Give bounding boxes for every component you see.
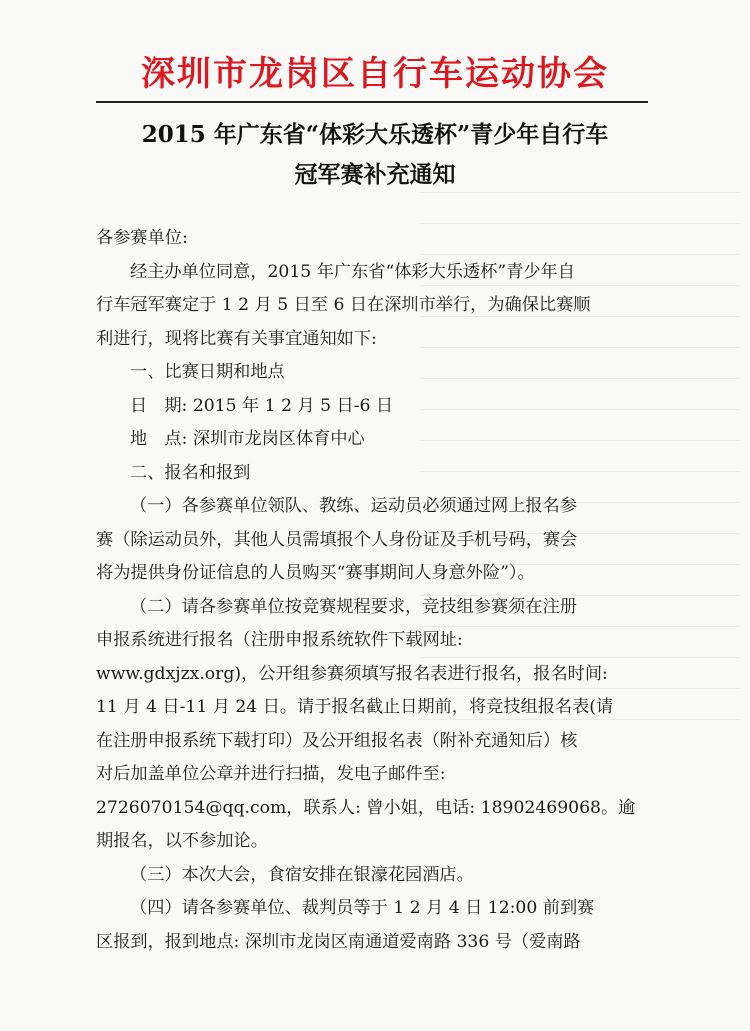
body-line: 期报名，以不参加论。 (96, 831, 268, 851)
body-line: （四）请各参赛单位、裁判员等于 1 2 月 4 日 12:00 前到赛 (130, 898, 595, 918)
header-rule (96, 101, 648, 103)
body-line: 各参赛单位: (96, 228, 188, 248)
document-body (96, 222, 654, 959)
body-line: 区报到，报到地点: 深圳市龙岗区南通道爱南路 336 号（爱南路 (96, 931, 581, 952)
body-line: 赛（除运动员外，其他人员需填报个人身份证及手机号码，赛会 (96, 529, 578, 550)
body-line: 对后加盖单位公章并进行扫描，发电子邮件至: (96, 764, 446, 784)
body-line: （一）各参赛单位领队、教练、运动员必须通过网上报名参 (130, 496, 577, 516)
body-line: 一、比赛日期和地点 (130, 362, 285, 382)
document-title-line1: 2015 年广东省“体彩大乐透杯”青少年自行车 (141, 121, 609, 148)
body-line: 申报系统进行报名（注册申报系统软件下载网址: (96, 630, 463, 650)
body-line: 行车冠军赛定于 1 2 月 5 日至 6 日在深圳市举行，为确保比赛顺 (96, 295, 591, 315)
body-line: 2726070154@qq.com，联系人: 曾小姐，电话: 18902469068。逾 (96, 797, 636, 818)
body-line: 在注册申报系统下载打印）及公开组报名表（附补充通知后）核 (96, 730, 578, 751)
body-line: www.gdxjzx.org)，公开组参赛须填写报名表进行报名，报名时间: (96, 663, 608, 684)
body-line: 将为提供身份证信息的人员购买“赛事期间人身意外险”）。 (96, 563, 535, 583)
body-line: 经主办单位同意，2015 年广东省“体彩大乐透杯”青少年自 (130, 261, 575, 282)
body-line: 利进行，现将比赛有关事宜通知如下: (96, 328, 377, 349)
body-line: 地 点: 深圳市龙岗区体育中心 (130, 429, 365, 449)
letterhead: 深圳市龙岗区自行车运动协会 (141, 54, 609, 94)
body-line: 日 期: 2015 年 1 2 月 5 日-6 日 (130, 395, 394, 416)
body-line: 二、报名和报到 (130, 462, 251, 483)
body-line: 11 月 4 日-11 月 24 日。请于报名截止日期前，将竞技组报名表(请 (96, 697, 614, 717)
body-line: （三）本次大会，食宿安排在银濠花园酒店。 (130, 864, 474, 885)
body-line: （二）请各参赛单位按竞赛规程要求，竞技组参赛须在注册 (130, 596, 577, 617)
document-title-line2: 冠军赛补充通知 (294, 161, 456, 188)
